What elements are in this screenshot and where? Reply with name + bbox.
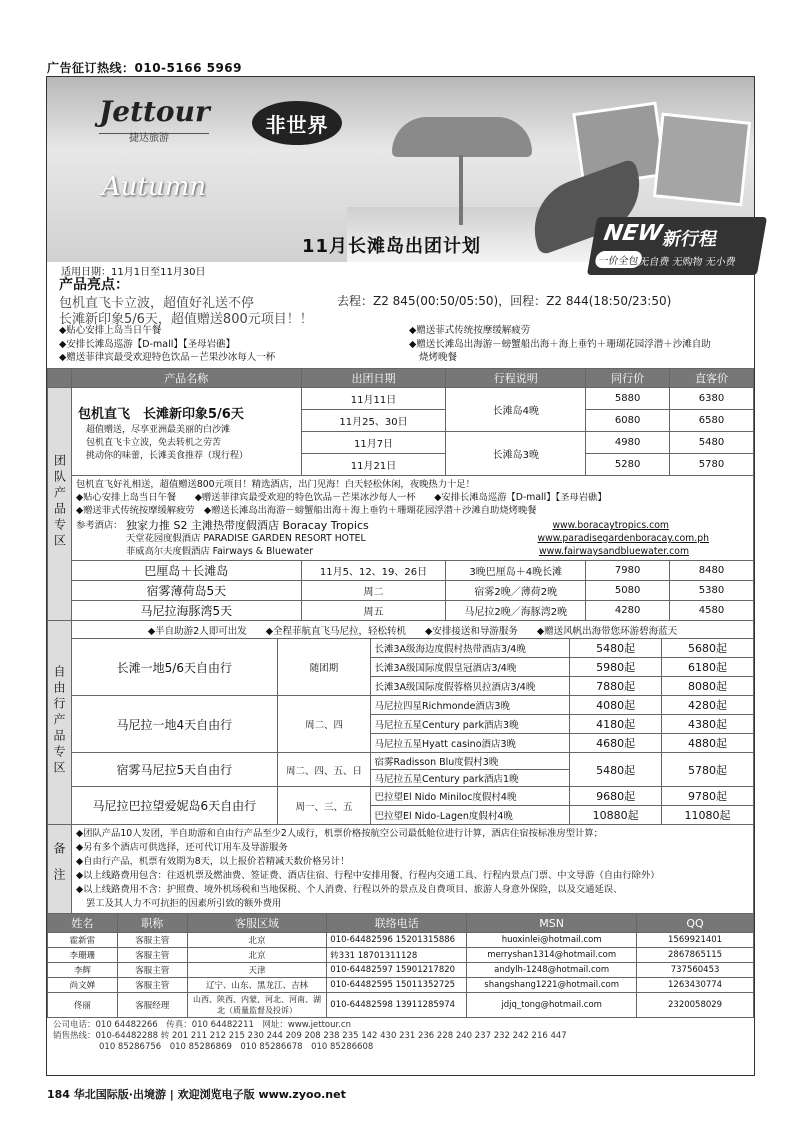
flight-route: 去程：Z2 845(00:50/05:50)，回程：Z2 844(18:50/23:50) (337, 294, 672, 308)
peer-price: 5080 (586, 581, 670, 601)
contact-tel (327, 993, 467, 1018)
banner (47, 77, 754, 268)
contact-row (48, 978, 754, 993)
notes-table (47, 824, 754, 914)
notes-label: 备注 (48, 825, 72, 914)
header-cell: 职称 (117, 914, 187, 933)
hotel-item (126, 532, 749, 545)
retail-price: 5780 (670, 454, 754, 476)
sales-hotline: 销售热线：010-64482288 转 201 211 212 215 230 244 209 208 238 235 142 430 231 236 228 240 237 232 242 216 447 (53, 1031, 567, 1041)
note-line: ◆贴心安排上岛当日午餐 ◆赠送菲律宾最受欢迎的特色饮品－芒果冰沙每人一杯 ◆安排长滩岛巡游【D-mall】【圣母岩礁】 (75, 492, 607, 503)
highlights-title: 产品亮点： (59, 277, 129, 293)
retail-price: 6180起 (662, 658, 754, 677)
season-text: Autumn (102, 172, 207, 202)
retail-price: 4380起 (662, 715, 754, 734)
table-row (48, 581, 754, 601)
peer-price: 5480起 (570, 753, 662, 787)
peer-price: 5980起 (570, 658, 662, 677)
header-cell: 同行价 (586, 369, 670, 388)
hotels-list (126, 519, 749, 558)
contact-row (48, 948, 754, 963)
hotel-cell: 马尼拉四星Richmonde酒店3晚 (371, 696, 570, 715)
contact-row (48, 963, 754, 978)
peer-price: 7880起 (570, 677, 662, 696)
contact-title: 客服主管 (117, 933, 187, 948)
contact-name: 尚文婵 (48, 978, 118, 993)
table-row (48, 825, 754, 914)
tel-mobile: 15901217820 (395, 965, 456, 975)
product-name: 包机直飞 长滩新印象5/6天 (77, 406, 244, 422)
contact-qq: 1263430774 (637, 978, 754, 993)
plan-cell: 3晚巴厘岛＋4晚长滩 (446, 561, 586, 581)
date-cell: 周二 (301, 581, 446, 601)
retail-price: 4280起 (662, 696, 754, 715)
peer-price: 4980 (586, 432, 670, 454)
bullet-item: ◆赠送菲律宾最受欢迎特色饮品－芒果沙冰每人一杯 (59, 352, 276, 363)
retail-price: 5680起 (662, 639, 754, 658)
tel-office: 010-64482595 (330, 980, 393, 990)
logo-subtitle: 捷达旅游 (129, 133, 169, 144)
product-desc: 超值赠送，尽享亚洲最美丽的白沙滩 (85, 424, 230, 435)
hotel-name: 菲威高尔夫度假酒店 Fairways & Bluewater (125, 546, 314, 557)
retail-price: 8480 (670, 561, 754, 581)
date-cell: 随团期 (277, 639, 371, 696)
bullet-item: ◆安排长滩岛巡游【D-mall】【圣母岩礁】 (59, 338, 236, 350)
hotels-block (76, 519, 749, 558)
product-name: 宿雾薄荷岛5天 (71, 581, 301, 601)
contact-msn: jdjq_tong@hotmail.com (467, 993, 637, 1018)
table-row (48, 639, 754, 658)
umbrella-pole (459, 155, 463, 225)
peer-price: 5280 (586, 454, 670, 476)
table-row (48, 388, 754, 410)
table-row (48, 476, 754, 561)
product-name: 马尼拉巴拉望爱妮岛6天自由行 (72, 787, 278, 825)
new-route-label: 新行程 (661, 229, 719, 250)
table-header-row (48, 369, 754, 388)
date-cell: 11月5、12、19、26日 (301, 561, 446, 581)
retail-price: 4880起 (662, 734, 754, 753)
retail-price: 6580 (670, 410, 754, 432)
contact-title: 客服主管 (117, 978, 187, 993)
contact-row (48, 933, 754, 948)
hotel-item (126, 545, 749, 558)
product-name: 马尼拉一地4天自由行 (72, 696, 278, 753)
contact-tel (327, 978, 467, 993)
note-line: ◆另有多个酒店可供选择，还可代订用车及导游服务 (76, 842, 288, 853)
plan-cell: 宿雾2晚／薄荷2晚 (446, 581, 586, 601)
date-cell: 周五 (301, 601, 446, 621)
note-line: 包机直飞好礼相送，超值赠送800元项目！精选酒店，出门见海！白天轻松休闲，夜晚热力十足！ (75, 479, 475, 490)
bullet-item: 烧烤晚餐 (419, 352, 458, 363)
tel-office: 010-64482596 (330, 935, 393, 945)
page-footer: 184 华北国际版·出境游 | 欢迎浏览电子版 www.zyoo.net (47, 1088, 346, 1101)
tel-office: 010-64482597 (330, 965, 393, 975)
contact-msn: huoxinlei@hotmail.com (467, 933, 637, 948)
product-desc: 挑动你的味蕾，长滩美食推荐（现行程） (85, 450, 248, 461)
date-cell: 11月7日 (301, 432, 446, 454)
hotel-url[interactable]: www.boracaytropics.com (552, 520, 669, 531)
table-row (48, 696, 754, 715)
bullets-right (409, 324, 749, 365)
header-spacer (48, 369, 72, 388)
contact-name: 霍新雷 (48, 933, 118, 948)
contact-name: 李珊珊 (48, 948, 118, 963)
note-line: ◆团队产品10人发团，半自助游和自由行产品至少2人成行，机票价格按航空公司最低舱位进行计算，酒店住宿按标准房型计算； (76, 828, 603, 839)
group-label: 团队产品专区 (48, 388, 72, 621)
hotel-cell: 马尼拉五星Hyatt casino酒店3晚 (371, 734, 570, 753)
tel-mobile: 18701311128 (357, 951, 418, 961)
header-cell: 直客价 (670, 369, 754, 388)
jettour-logo: Jettour (99, 95, 210, 128)
retail-price: 9780起 (662, 787, 754, 806)
hotels-label: 参考酒店： (75, 520, 123, 531)
tel-mobile: 15201315886 (395, 935, 456, 945)
contact-title: 客服主管 (117, 963, 187, 978)
retail-price: 5780起 (662, 753, 754, 787)
table-row (48, 601, 754, 621)
product-name: 马尼拉海豚湾5天 (71, 601, 301, 621)
retail-price: 4580 (670, 601, 754, 621)
contact-region: 辽宁、山东、黑龙江、吉林 (187, 978, 327, 993)
product-name: 长滩一地5/6天自由行 (72, 639, 278, 696)
highlight-1: 包机直飞卡立波，超值好礼送不停 (59, 296, 255, 311)
header-cell: MSN (467, 914, 637, 933)
contact-qq: 2867865115 (637, 948, 754, 963)
date-cell: 周一、三、五 (277, 787, 371, 825)
contact-name: 李辉 (48, 963, 118, 978)
tel-mobile: 15011352725 (395, 980, 456, 990)
retail-price: 5380 (670, 581, 754, 601)
hotel-url[interactable]: www.paradisegardenboracay.com.ph (537, 533, 709, 544)
retail-price: 11080起 (662, 806, 754, 825)
brand2-logo: 非世界 (252, 101, 342, 145)
bullet-item: ◆赠送菲式传统按摩缓解疲劳 (409, 325, 531, 336)
bullet-item: ◆赠送长滩岛出海游－螃蟹船出海＋海上垂钓＋珊瑚花园浮潜＋沙滩自助 (409, 338, 711, 350)
contact-region: 山西、陕西、内蒙、河北、河南、湖北（质量监督及投诉） (187, 993, 327, 1018)
contact-tel (327, 963, 467, 978)
hotel-url[interactable]: www.fairwaysandbluewater.com (539, 546, 689, 557)
date-cell: 周二、四、五、日 (277, 753, 371, 787)
product-name: 宿雾马尼拉5天自由行 (72, 753, 278, 787)
note-line: ◆以上线路费用包含：往返机票及燃油费、签证费、酒店住宿、行程中安排用餐、行程内交通工具、行程内景点门票、中文导游（自由行除外） (76, 870, 660, 881)
tel-office: 010-64482598 (330, 1000, 393, 1010)
product-desc: 包机直飞卡立波，免去转机之劳苦 (85, 437, 221, 448)
header-cell: 客服区域 (187, 914, 327, 933)
contact-name: 佟丽 (48, 993, 118, 1018)
contact-region: 北京 (187, 933, 327, 948)
peer-price: 4080起 (570, 696, 662, 715)
table-row (48, 787, 754, 806)
retail-price: 6380 (670, 388, 754, 410)
contact-row (48, 993, 754, 1018)
tel-office: 转331 (330, 951, 356, 961)
retail-price: 5480 (670, 432, 754, 454)
all-inclusive-tag: 一价全包 (594, 251, 643, 268)
badge-tags: 无自费 无购物 无小费 (638, 257, 737, 268)
contact-msn: merryshan1314@hotmail.com (467, 948, 637, 963)
header-cell: 姓名 (48, 914, 118, 933)
free-note: ◆半自助游2人即可出发 ◆全程菲航直飞马尼拉，轻松转机 ◆安排接送和导游服务 ◆赠送风帆出海带您环游碧海蓝天 (72, 621, 754, 639)
new-badge (587, 217, 767, 275)
header-cell: 出团日期 (301, 369, 446, 388)
note-line: ◆以上线路费用不含：护照费、境外机场税和当地保税、个人消费、行程以外的景点及自费项目、旅游人身意外保险，以及交通延误、 (76, 884, 623, 895)
header-cell: 联络电话 (327, 914, 467, 933)
contact-qq: 737560453 (637, 963, 754, 978)
retail-price: 8080起 (662, 677, 754, 696)
contacts-header-row (48, 914, 754, 933)
hotel-cell: 巴拉望El Nido-Lagen度假村4晚 (371, 806, 570, 825)
note-line: 罢工及其人力不可抗拒的因素所引致的额外费用 (86, 898, 282, 909)
company-contact: 公司电话：010 64482266 传真：010 64482211 网址：www.jettour.cn (53, 1020, 351, 1030)
header-cell: 产品名称 (71, 369, 301, 388)
peer-price: 5480起 (570, 639, 662, 658)
free-table (47, 620, 754, 825)
hotel-cell: 马尼拉五星Century park酒店1晚 (371, 770, 570, 787)
hotel-name: 天堂花园度假酒店 PARADISE GARDEN RESORT HOTEL (125, 533, 366, 544)
contact-tel (327, 933, 467, 948)
contact-title: 客服经理 (117, 993, 187, 1018)
peer-price: 6080 (586, 410, 670, 432)
contact-qq: 1569921401 (637, 933, 754, 948)
contacts-table (47, 913, 754, 1018)
peer-price: 10880起 (570, 806, 662, 825)
header-cell: 行程说明 (446, 369, 586, 388)
notes-content (72, 825, 754, 914)
hotel-cell: 巴拉望El Nido Miniloc度假村4晚 (371, 787, 570, 806)
contact-msn: andylh-1248@hotmail.com (467, 963, 637, 978)
ad-frame (46, 76, 755, 1076)
company-info (47, 1018, 754, 1055)
contact-qq: 2320058029 (637, 993, 754, 1018)
contact-msn: shangshang1221@hotmail.com (467, 978, 637, 993)
date-cell: 11月25、30日 (301, 410, 446, 432)
contact-region: 北京 (187, 948, 327, 963)
umbrella-image (392, 117, 532, 157)
peer-price: 7980 (586, 561, 670, 581)
date-cell: 周二、四 (277, 696, 371, 753)
hotel-cell: 宿雾Radisson Blu度假村3晚 (371, 753, 570, 770)
table-row (48, 753, 754, 770)
group-section (47, 368, 754, 1055)
tel-mobile: 13911285974 (395, 1000, 456, 1010)
plan-cell: 长滩岛4晚 (446, 388, 586, 432)
peer-price: 9680起 (570, 787, 662, 806)
table-row (48, 561, 754, 581)
header-cell: QQ (637, 914, 754, 933)
hotel-item (126, 519, 749, 532)
peer-price: 4280 (586, 601, 670, 621)
group-main-product (71, 388, 301, 476)
peer-price: 5880 (586, 388, 670, 410)
peer-price: 4180起 (570, 715, 662, 734)
photo-beach (653, 113, 751, 207)
hotel-cell: 长滩3A级国际度假蓉格贝拉酒店3/4晚 (371, 677, 570, 696)
highlight-2: 长滩新印象5/6天，超值赠送800元项目！！ (59, 312, 313, 327)
contact-title: 客服主管 (117, 948, 187, 963)
contact-region: 天津 (187, 963, 327, 978)
date-cell: 11月21日 (301, 454, 446, 476)
free-label: 自由行产品专区 (48, 621, 72, 825)
group-table (47, 368, 754, 621)
new-label: NEW (602, 221, 665, 246)
plan-cell: 长滩岛3晚 (446, 432, 586, 476)
sales-hotline-2: 010 85286756 010 85286869 010 85286678 010 85286608 (99, 1042, 374, 1052)
plan-cell: 马尼拉2晚／海豚湾2晚 (446, 601, 586, 621)
hotel-cell: 长滩3A级海边度假村热带酒店3/4晚 (371, 639, 570, 658)
page-title: 11月长滩岛出团计划 (302, 236, 482, 257)
product-name: 巴厘岛＋长滩岛 (71, 561, 301, 581)
note-line: ◆赠送菲式传统按摩缓解疲劳 ◆赠送长滩岛出海游－螃蟹船出海＋海上垂钓＋珊瑚花园浮潜＋沙滩自助烧烤晚餐 (75, 505, 537, 516)
date-cell: 11月11日 (301, 388, 446, 410)
ad-hotline: 广告征订热线：010-5166 5969 (47, 61, 243, 75)
bullets-left (59, 324, 399, 365)
group-notes (71, 476, 753, 561)
contact-tel (327, 948, 467, 963)
hotel-cell: 长滩3A级国际度假皇冠酒店3/4晚 (371, 658, 570, 677)
note-line: ◆自由行产品，机票有效期为8天，以上报价若精减天数价格另计！ (76, 856, 350, 867)
hotel-cell: 马尼拉五星Century park酒店3晚 (371, 715, 570, 734)
valid-date: 适用日期：11月1日至11月30日 (61, 267, 206, 278)
table-row (48, 621, 754, 639)
peer-price: 4680起 (570, 734, 662, 753)
hotel-name: 独家力推 S2 主滩热带度假酒店 Boracay Tropics (125, 519, 369, 532)
bullet-item: ◆贴心安排上岛当日午餐 (59, 325, 162, 336)
